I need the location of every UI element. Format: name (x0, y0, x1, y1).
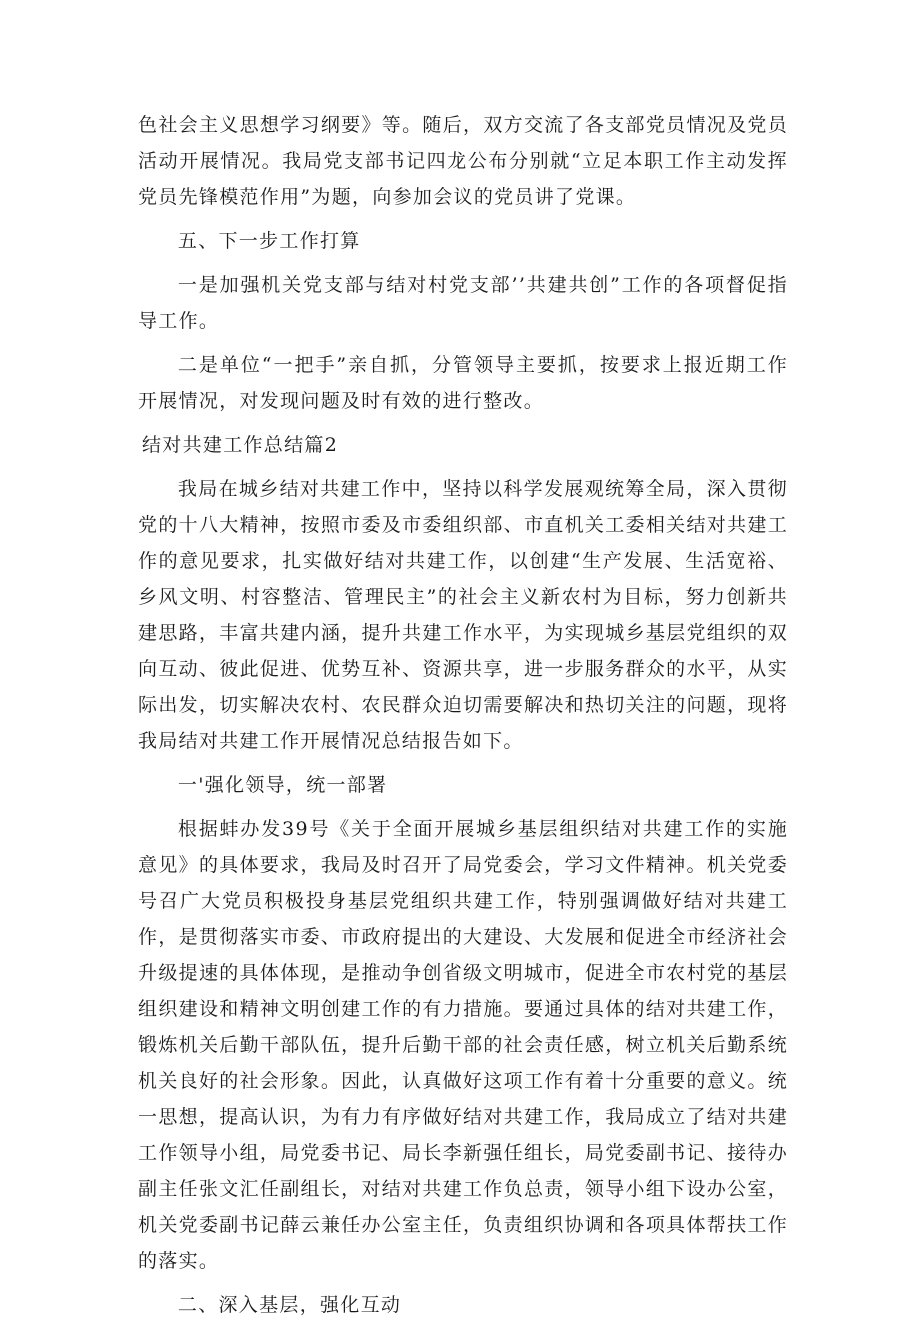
paragraph-intro: 我局在城乡结对共建工作中，坚持以科学发展观统筹全局，深入贯彻党的十八大精神，按照市委及市委组织部、市直机关工委相关结对共建工作的意见要求，扎实做好结对共建工作，以创建“生产发展、生活宽裕、乡风文明、村容整洁、管理民主”的社会主义新农村为目标，努力创新共建思路，丰富共建内涵，提升共建工作水平，为实现城乡基层党组织的双向互动、彼此促进、优势互补、资源共享，进一步服务群众的水平，从实际出发，切实解决农村、农民群众迫切需要解决和热切关注的问题，现将我局结对共建工作开展情况总结报告如下。 (138, 478, 788, 752)
paragraph-item-one: 一是加强机关党支部与结对村党支部’’共建共创”工作的各项督促指导工作。 (138, 274, 788, 332)
paragraph-item-two: 二是单位“一把手”亲自抓，分管领导主要抓，按要求上报近期工作开展情况，对发现问题及时有效的进行整改。 (138, 354, 788, 412)
section-heading-next-steps: 五、下一步工作打算 (177, 230, 361, 252)
paragraph-continuation: 色社会主义思想学习纲要》等。随后，双方交流了各支部党员情况及党员活动开展情况。我局党支部书记四龙公布分别就“立足本职工作主动发挥党员先锋模范作用”为题，向参加会议的党员讲了党课。 (138, 114, 788, 208)
document-body (138, 107, 788, 1323)
paragraph-leadership: 根据蚌办发39号《关于全面开展城乡基层组织结对共建工作的实施意见》的具体要求，我局及时召开了局党委会，学习文件精神。机关党委号召广大党员积极投身基层党组织共建工作，特别强调做好结对共建工作，是贯彻落实市委、市政府提出的大建设、大发展和促进全市经济社会升级提速的具体体现，是推动争创省级文明城市，促进全市农村党的基层组织建设和精神文明创建工作的有力措施。要通过具体的结对共建工作，锻炼机关后勤干部队伍，提升后勤干部的社会责任感，树立机关后勤系统机关良好的社会形象。因此，认真做好这项工作有着十分重要的意义。统一思想，提高认识，为有力有序做好结对共建工作，我局成立了结对共建工作领导小组，局党委书记、局长李新强任组长，局党委副书记、接待办副主任张文汇任副组长，对结对共建工作负总责，领导小组下设办公室，机关党委副书记薛云兼任办公室主任，负责组织协调和各项具体帮扶工作的落实。 (138, 818, 788, 1272)
section-heading-leadership: 一'强化领导，统一部署 (177, 774, 388, 796)
article-title: 结对共建工作总结篇2 (142, 434, 339, 456)
section-heading-grassroots: 二、深入基层，强化互动 (177, 1294, 402, 1316)
